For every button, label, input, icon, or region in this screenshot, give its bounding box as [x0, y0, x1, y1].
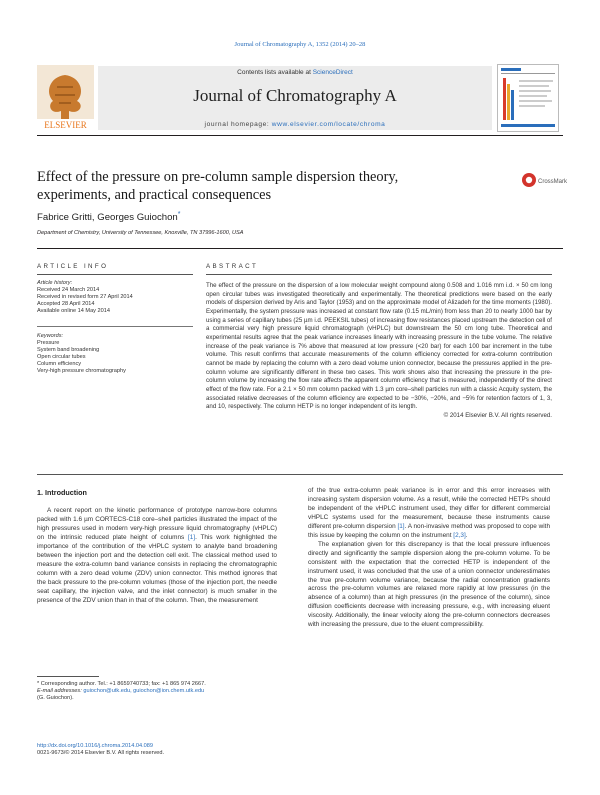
footnote-contact: * Corresponding author. Tel.: +1 8659740733; fax: +1 865 974 2667. [37, 681, 206, 687]
intro-paragraph-continued [308, 487, 550, 541]
history-item: Received 24 March 2014 [37, 287, 100, 293]
author-names: Fabrice Gritti, Georges Guiochon [37, 212, 178, 224]
intro-paragraph-1 [37, 507, 277, 605]
tree-logo-icon [37, 65, 94, 131]
title-rule [37, 248, 563, 249]
article-title [37, 168, 477, 204]
keyword-item: Very-high pressure chromatography [37, 368, 126, 374]
keywords-block [37, 333, 193, 375]
history-item: Received in revised form 27 April 2014 [37, 294, 133, 300]
keyword-item: Pressure [37, 340, 60, 346]
homepage-link[interactable]: www.elsevier.com/locate/chroma [271, 121, 386, 128]
affiliation: Department of Chemistry, University of Tennessee, Knoxville, TN 37996-1600, USA [37, 230, 244, 236]
paragraph-text: A recent report on the kinetic performance of prototype narrow-bore columns packed with 1.6 µm CORTECS-C18 core–shell particles illustrated the impact of the high pressures used in modern very-high pressure liquid chromatography (vHPLC) on the intrinsic reduced plate height of columns [37, 507, 277, 541]
contents-line [98, 69, 492, 76]
crossmark-label: CrossMark [538, 179, 567, 185]
journal-citation[interactable]: Journal of Chromatography A, 1352 (2014) 20–28 [234, 41, 366, 48]
email-label: E-mail addresses: [37, 688, 82, 695]
corresponding-author-mark[interactable]: * [177, 211, 181, 218]
footnote-email-line [37, 688, 277, 695]
introduction-heading: 1. Introduction [37, 488, 87, 497]
journal-cover-image [497, 64, 559, 132]
contents-prefix: Contents lists available at [237, 69, 311, 76]
journal-name: Journal of Chromatography A [193, 86, 397, 105]
keyword-item: Column efficiency [37, 361, 82, 367]
history-item: Accepted 28 April 2014 [37, 301, 95, 307]
paragraph-text: . A non-invasive method was proposed to cope with this issue by keeping the column on the instrument [308, 522, 550, 539]
intro-paragraph-2: The explanation given for this discrepancy is that the local pressure influences directly and significantly the sample dispersion along the pre-column volume. To be consistent with the expectation that the corrected HETP is independent of the instrument used, it was concluded that the use of a union connector underestimates the true pre-column volume variance, because the radial concentration gradients across the pre-column volumes are relaxed more rapidly at low pressures (in the absence of a column) than at high pressures (in the presence of the column), since diffusion coefficients decrease with increasing pressure, e.g., with increasing eluent viscosity. Additionally, the linear velocity along the pre-column connectors decreases with increasing the pressure, due to the eluent compressibility. [308, 540, 550, 629]
homepage-prefix: journal homepage: [204, 121, 270, 128]
paragraph-text: of the true extra-column peak variance is in error and this error increases with increasing system dispersion volume. As a result, while the corrected HETPs should be independent of the vHPLC instrument used, they differ for different commercial vHPLC systems used for the measurement, because these instruments cause different pre-column dispersion [308, 487, 550, 530]
abstract-rule [206, 274, 552, 275]
cover-thumbnail-icon [497, 64, 559, 132]
abstract-copyright: © 2014 Elsevier B.V. All rights reserved. [443, 411, 552, 419]
issn-copyright: 0021-9673/© 2014 Elsevier B.V. All rights reserved. [37, 750, 165, 757]
header-rule [37, 135, 563, 136]
right-column [308, 487, 550, 630]
abstract-bottom-rule [37, 474, 563, 475]
reference-link[interactable]: [1] [397, 522, 405, 530]
keywords-label: Keywords: [37, 333, 64, 339]
reference-link[interactable]: [1] [187, 533, 196, 541]
abstract-text: The effect of the pressure on the dispersion of a low molecular weight compound along 0.508 and 1.016 mm i.d. × 50 cm long open circular tubes was investigated theoretically and experimentally. The theoretical predictions were based on the early models of dispersion derived by Aris and Taylor (1953) and on the approximate model of Alizadeh for the time moments (1980). Experimentally, the system pressure was increased at constant flow rate (0.15 mL/min) from less than 20 to nearly 1000 bar by using a series of capillary tubes (25 µm i.d. PEEKSIL tubes) of increasing flow resistances placed upstream the detection cell of a commercial very high pressure liquid chromatograph (vHPLC) but downstream the 50 cm long tube. Theoretical and experimental results agree that the peak variance increases linearly with increasing pressure in the tube volume. The relative increase of the peak variance is 7% above that measured at low pressure (<20 bar) for each 100 bar increment in the tube volume. This result confirms that accurate measurements of the column efficiency corrected for extra-column contribution cannot be made by replacing the column with a zero dead volume union connector, because the pressures applied in the pre-column volume are significantly different in these two cases. This work shows also that increasing the pressure in the pre-column volume by increasing the flow rate affects the apparent column efficiency that is measured, independently of the direct effect of the flow rate. For a 2.1 × 50 mm column packed with 1.3 µm core–shell particles run with a classic Acquity system, the associated relative decreases of the column efficiency are expected to be −30%, −20%, and −5% for retention factors of 1, 3, and 10, respectively. The column HETP is no longer independent of its length. [206, 282, 552, 411]
abstract-heading: ABSTRACT [206, 263, 259, 270]
bottom-matter [37, 743, 164, 757]
history-item: Available online 14 May 2014 [37, 308, 110, 314]
email-links[interactable]: guiochon@utk.edu, guiochon@ion.chem.utk.edu [83, 688, 205, 695]
keywords-rule [37, 326, 193, 327]
paragraph-text: . [465, 531, 468, 539]
title-line-1: Effect of the pressure on pre-column sample dispersion theory, [37, 169, 399, 185]
footnote-rule [37, 676, 99, 677]
abstract-body [206, 282, 552, 421]
keyword-item: System band broadening [37, 347, 100, 353]
article-info-rule [37, 274, 193, 275]
article-info-heading: ARTICLE INFO [37, 263, 109, 270]
paragraph-text: . This work highlighted the importance of the contribution of the vHPLC system to analyte band broadening between the injection port and the detection cell exit. The classical method used to measure the extra-column band variance consists in replacing the chromatographic column with a zero dead volume (ZDV) union connector. This method ignores that the back pressure to the pre-column volumes (those of the injection port, the needle seat capillary, the injection valve, and the inlet connector) is much smaller in the presence of the ZDV union than in that of the column. Then, the measurement [37, 533, 277, 604]
title-line-2: experiments, and practical consequences [37, 187, 272, 203]
elsevier-logo [37, 65, 94, 131]
sciencedirect-link[interactable]: ScienceDirect [312, 69, 353, 76]
reference-link[interactable]: [2,3] [453, 531, 466, 539]
crossmark-icon [521, 172, 567, 188]
doi-link[interactable]: http://dx.doi.org/10.1016/j.chroma.2014.04.089 [37, 743, 153, 749]
article-history [37, 280, 193, 315]
footnote-name: (G. Guiochon). [37, 695, 74, 702]
publisher-logo-text: ELSEVIER [44, 120, 87, 130]
keyword-item: Open circular tubes [37, 354, 86, 360]
left-column [37, 507, 277, 605]
author-list [37, 211, 181, 223]
corresponding-author-footnote [37, 681, 277, 703]
history-label: Article history: [37, 280, 73, 286]
journal-homepage [98, 121, 492, 128]
crossmark-badge[interactable] [521, 172, 567, 188]
